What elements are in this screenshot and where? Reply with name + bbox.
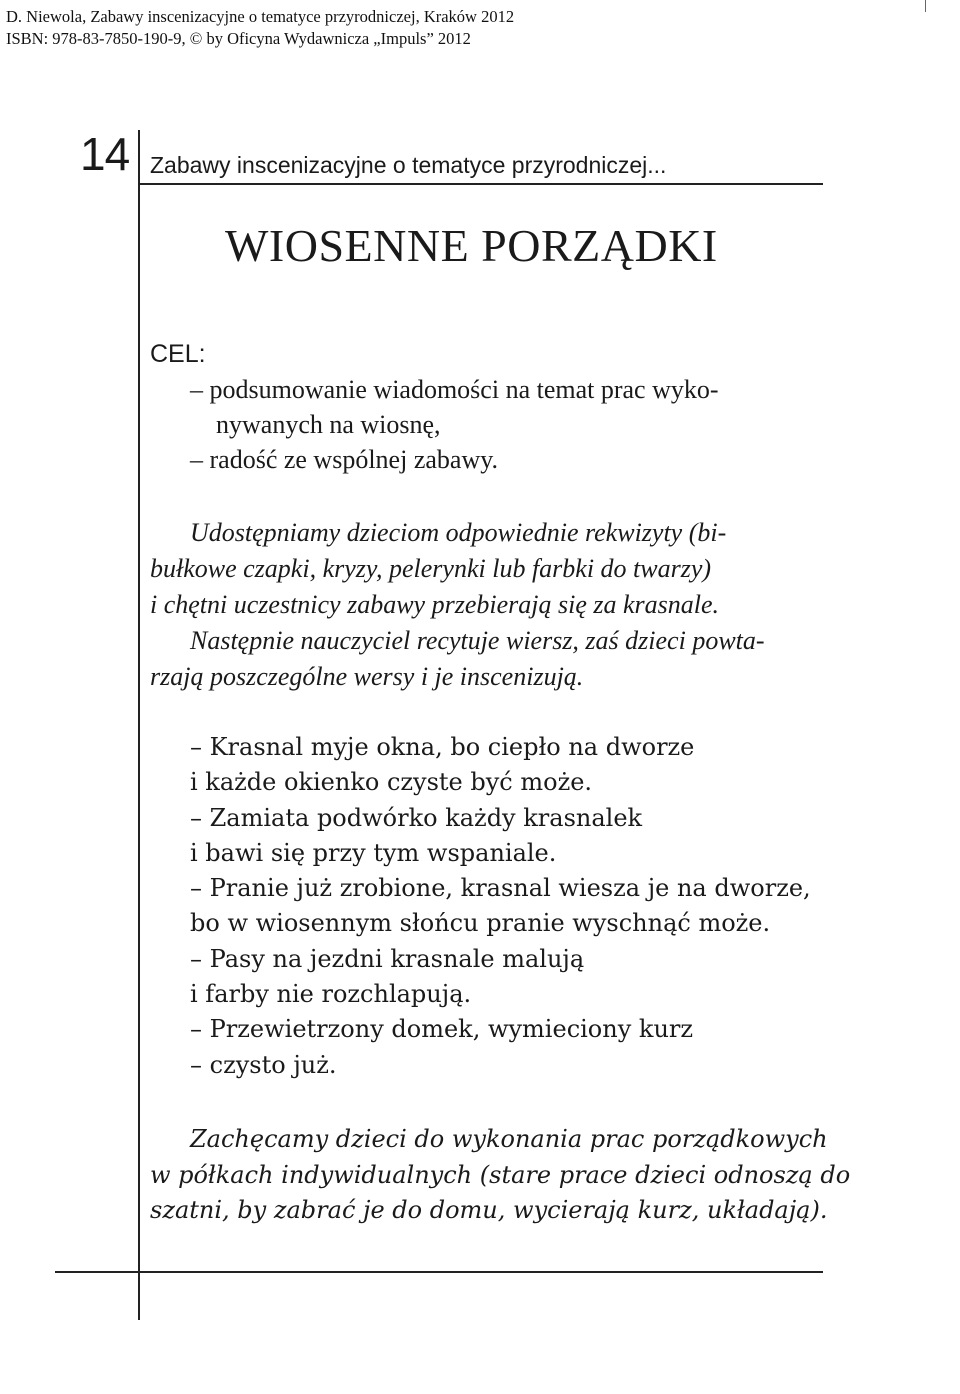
poem-line: i bawi się przy tym wspaniale. xyxy=(190,838,557,867)
poem-line: i każde okienko czyste być może. xyxy=(190,768,593,797)
intro-line: bułkowe czapki, kryzy, pelerynki lub farbki do twarzy) xyxy=(150,554,712,583)
running-head: Zabawy inscenizacyjne o tematyce przyrodniczej... xyxy=(150,152,667,178)
copyright-notice xyxy=(6,6,514,50)
crop-mark xyxy=(925,0,926,12)
poem-line: – Zamiata podwórko każdy krasnalek xyxy=(190,803,643,832)
closing-line: Zachęcamy dzieci do wykonania prac porządkowych xyxy=(190,1125,828,1153)
footer-rule xyxy=(55,1271,823,1273)
header-rule xyxy=(138,183,823,185)
page-number: 14 xyxy=(80,128,130,180)
copyright-line-1: D. Niewola, Zabawy inscenizacyjne o tematyce przyrodniczej, Kraków 2012 xyxy=(6,7,515,26)
goal-line: nywanych na wiosnę, xyxy=(216,410,441,439)
poem-line: – Przewietrzony domek, wymieciony kurz xyxy=(190,1015,694,1044)
copyright-line-2: ISBN: 978-83-7850-190-9, © by Oficyna Wydawnicza „Impuls” 2012 xyxy=(6,29,471,48)
poem-line: – Pranie już zrobione, krasnal wiesza je na dworze, xyxy=(190,874,811,903)
closing-line: w półkach indywidualnych (stare prace dzieci odnoszą do xyxy=(150,1160,851,1189)
poem-line: – Pasy na jezdni krasnale malują xyxy=(190,944,585,973)
poem xyxy=(190,730,811,1083)
margin-vertical-rule xyxy=(138,130,140,1320)
poem-line: – Krasnal myje okna, bo ciepło na dworze xyxy=(190,733,695,761)
intro-paragraph xyxy=(150,515,830,695)
goal-list xyxy=(190,372,830,477)
poem-line: i farby nie rozchlapują. xyxy=(190,980,472,1009)
intro-line: Następnie nauczyciel recytuje wiersz, zaś dzieci powta- xyxy=(190,626,765,655)
poem-line: – czysto już. xyxy=(190,1050,337,1079)
intro-line: i chętni uczestnicy zabawy przebierają się za krasnale. xyxy=(150,590,720,619)
intro-line: Udostępniamy dzieciom odpowiednie rekwizyty (bi- xyxy=(190,518,727,547)
intro-line: rzają poszczególne wersy i je inscenizują. xyxy=(150,662,584,691)
goal-line: – podsumowanie wiadomości na temat prac wyko- xyxy=(190,375,719,404)
poem-line: bo w wiosennym słońcu pranie wyschnąć może. xyxy=(190,909,771,938)
goal-label: CEL: xyxy=(150,340,206,368)
closing-line: szatni, by zabrać je do domu, wycierają kurz, układają). xyxy=(150,1196,828,1224)
page-title: WIOSENNE PORZĄDKI xyxy=(225,220,718,271)
closing-paragraph xyxy=(150,1122,851,1229)
goal-line: – radość ze wspólnej zabawy. xyxy=(190,445,499,474)
